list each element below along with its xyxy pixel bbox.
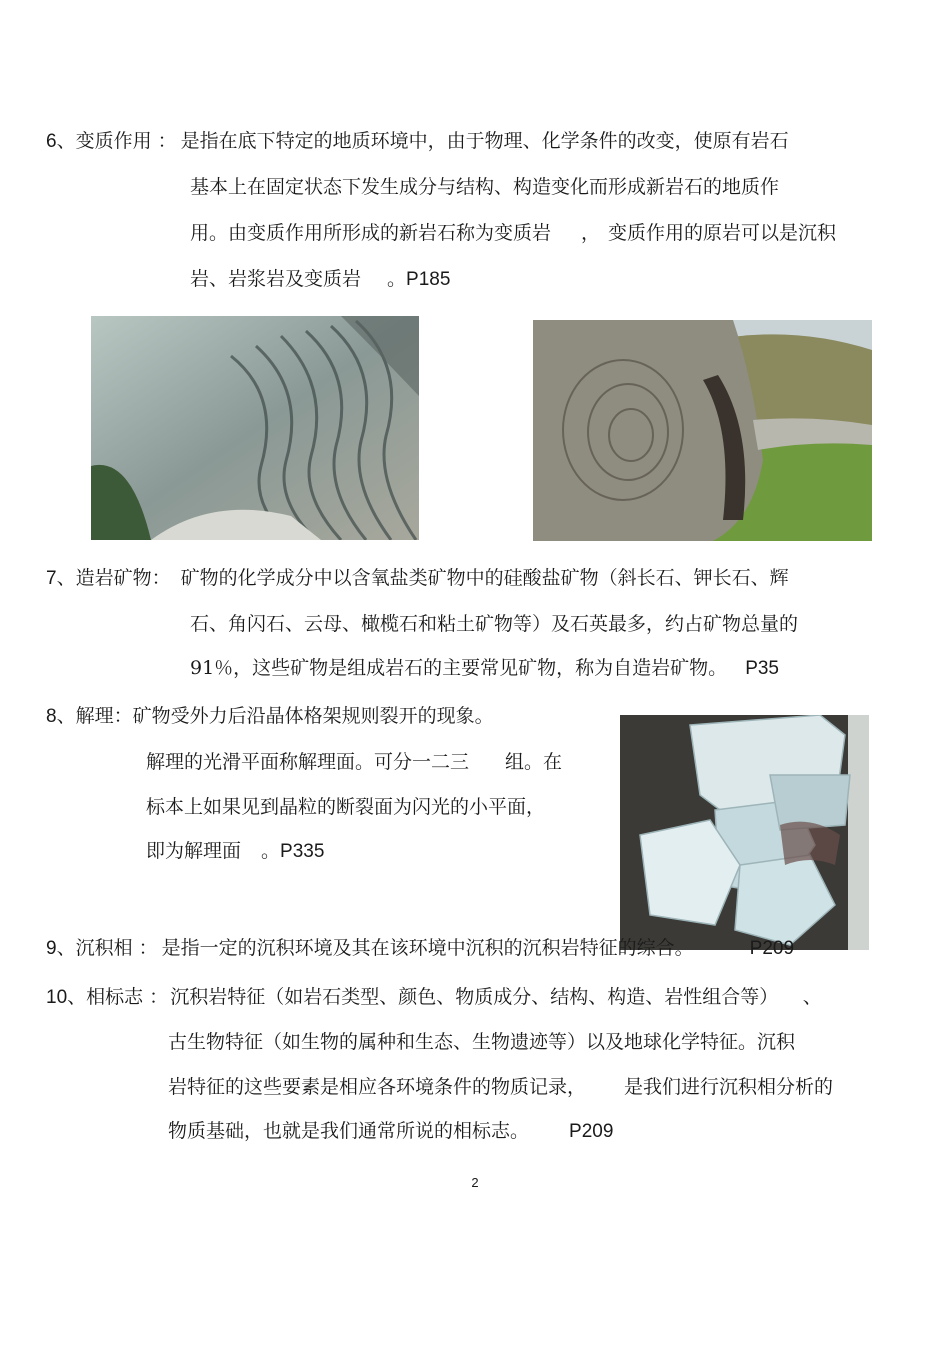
entry-7-line-2: 石、角闪石、云母、橄榄石和粘土矿物等）及石英最多，约占矿物总量的 — [190, 613, 799, 635]
entry-text: 、 — [802, 986, 822, 1008]
entry-7-heading — [46, 565, 789, 592]
entry-text: 是我们进行沉积相分析的 — [624, 1076, 834, 1098]
entry-term: 、造岩矿物： — [56, 567, 171, 589]
entry-text: 是指一定的沉积环境及其在该环境中沉积的沉积岩特征的综合。 — [161, 937, 694, 959]
entry-8-line-4 — [146, 838, 324, 865]
entry-9-heading — [46, 935, 794, 962]
entry-6-line-3 — [190, 220, 836, 246]
entry-10-heading — [46, 984, 822, 1011]
entry-7-line-3 — [190, 655, 779, 682]
mineral-cleavage-photo — [620, 715, 869, 950]
entry-number: 8 — [46, 706, 57, 727]
entry-text: 矿物受外力后沿晶体格架规则裂开的现象。 — [132, 705, 494, 727]
page-reference: P209 — [569, 1121, 614, 1142]
entry-8-heading — [46, 703, 494, 730]
page-reference: 。P185 — [387, 269, 451, 290]
entry-10-line-4 — [168, 1118, 613, 1145]
metamorphic-rock-photo-right — [533, 320, 872, 541]
entry-number: 6 — [46, 131, 57, 152]
entry-text: 91％，这些矿物是组成岩石的主要常见矿物，称为自造岩矿物。 — [190, 657, 728, 679]
entry-text: 组。在 — [505, 751, 563, 773]
page-reference: P209 — [749, 938, 795, 959]
entry-number: 7 — [46, 568, 57, 589]
entry-text: 变质作用的原岩可以是沉积 — [608, 222, 837, 244]
entry-6-line-2: 基本上在固定状态下发生成分与结构、构造变化而形成新岩石的地质作 — [190, 176, 780, 198]
entry-10-line-3 — [168, 1074, 833, 1100]
entry-text: 物质基础，也就是我们通常所说的相标志。 — [168, 1120, 530, 1142]
entry-term: 、沉积相 ： — [56, 937, 158, 959]
page-reference: 。P335 — [261, 841, 325, 862]
entry-text: 沉积岩特征（如岩石类型、颜色、物质成分、结构、构造、岩性组合等） — [170, 986, 769, 1008]
entry-text: 即为解理面 — [146, 840, 242, 862]
entry-number: 10 — [46, 987, 68, 1008]
entry-text: 是指在底下特定的地质环境中，由于物理、化学条件的改变，使原有岩石 — [180, 130, 789, 152]
entry-term: 、相标志 ： — [67, 986, 169, 1008]
entry-6-line-4 — [190, 266, 450, 293]
entry-text: 岩、岩浆岩及变质岩 — [190, 268, 362, 290]
entry-text: 用。由变质作用所形成的新岩石称为变质岩 — [190, 222, 552, 244]
entry-text: ， — [581, 222, 601, 244]
entry-text: 岩特征的这些要素是相应各环境条件的物质记录， — [168, 1076, 587, 1098]
entry-term: 、解理： — [56, 705, 133, 727]
entry-term: 、变质作用 ： — [56, 130, 177, 152]
metamorphic-rock-photo-left — [91, 316, 419, 540]
entry-8-line-2 — [146, 749, 562, 775]
entry-number: 9 — [46, 938, 57, 959]
entry-8-line-3: 标本上如果见到晶粒的断裂面为闪光的小平面， — [146, 796, 546, 818]
entry-text: 矿物的化学成分中以含氧盐类矿物中的硅酸盐矿物（斜长石、钾长石、辉 — [180, 567, 789, 589]
page-reference: P35 — [745, 658, 779, 679]
entry-10-line-2: 古生物特征（如生物的属种和生态、生物遗迹等）以及地球化学特征。沉积 — [168, 1031, 796, 1053]
entry-6-heading — [46, 128, 789, 155]
entry-text: 解理的光滑平面称解理面。可分一二三 — [146, 751, 470, 773]
page-number: 2 — [471, 1175, 479, 1190]
